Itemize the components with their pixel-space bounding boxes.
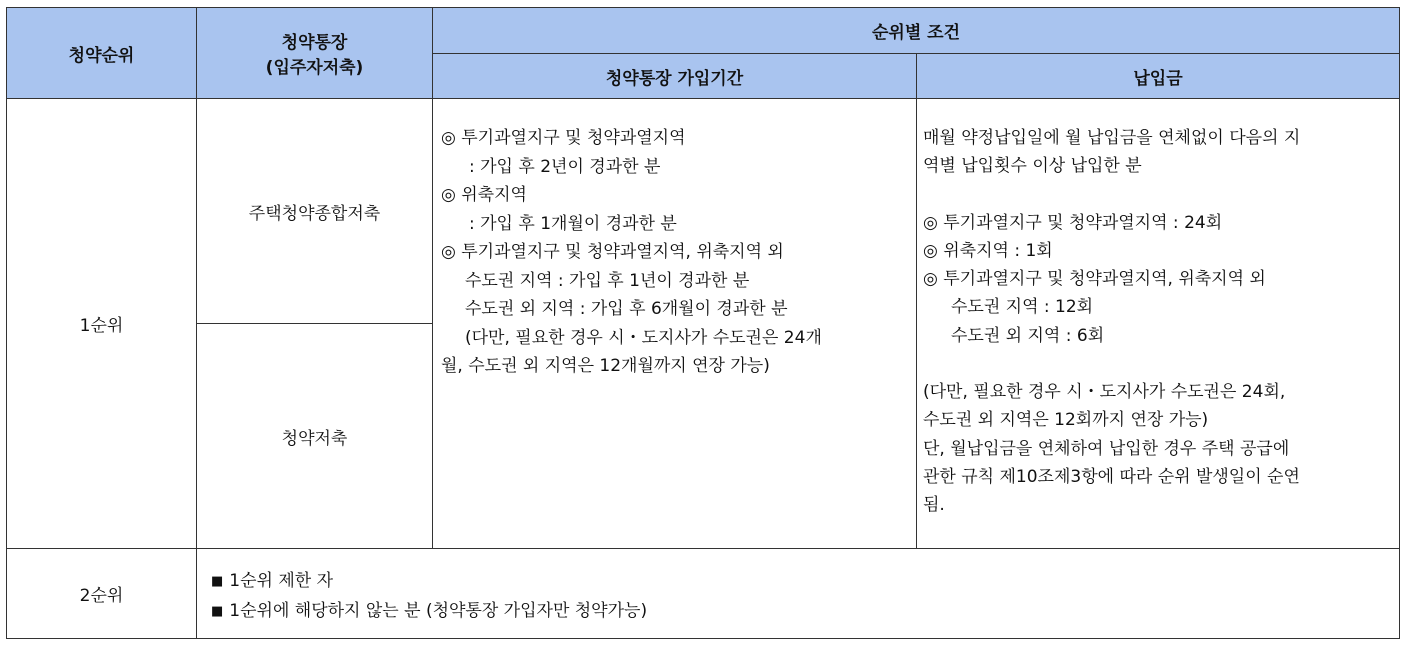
rank1-payment-cell: [917, 99, 1400, 549]
rank1-label: 1순위: [7, 99, 197, 549]
period-line: : 가입 후 1개월이 경과한 분: [469, 213, 677, 234]
rank2-item-text: 1순위 제한 자: [229, 571, 334, 591]
period-line: 수도권 지역 : 가입 후 1년이 경과한 분: [465, 270, 750, 291]
header-rank: 청약순위: [7, 8, 197, 99]
period-line: ◎ 위축지역: [441, 185, 527, 205]
rank2-label: 2순위: [7, 549, 197, 639]
rank2-item: [211, 567, 1385, 597]
period-line: : 가입 후 2년이 경과한 분: [469, 156, 661, 177]
account-type-housing: 주택청약종합저축: [197, 99, 433, 324]
rank2-cell: [197, 549, 1400, 639]
period-line: ◎ 투기과열지구 및 청약과열지역, 위축지역 외: [441, 242, 784, 262]
header-payment: 납입금: [917, 54, 1400, 99]
rank2-list: [197, 549, 1399, 627]
square-bullet-icon: ■: [211, 604, 224, 619]
header-conditions: 순위별 조건: [433, 8, 1400, 54]
account-type-subscription: 청약저축: [197, 324, 433, 549]
payment-line: (다만, 필요한 경우 시・도지사가 수도권은 24회,: [923, 382, 1286, 403]
payment-line: 됨.: [923, 495, 945, 516]
payment-line: 수도권 지역 : 12회: [951, 297, 1094, 318]
period-text: [433, 99, 916, 381]
rank2-item-text: 1순위에 해당하지 않는 분 (청약통장 가입자만 청약가능): [229, 601, 648, 621]
header-account: [197, 8, 433, 99]
subscription-rank-table: [6, 7, 1400, 639]
rank1-period-cell: [433, 99, 917, 549]
payment-line: 매월 약정납입일에 월 납입금을 연체없이 다음의 지: [923, 128, 1301, 148]
payment-line: 단, 월납입금을 연체하여 납입한 경우 주택 공급에: [923, 438, 1290, 459]
square-bullet-icon: ■: [211, 574, 224, 589]
payment-line: 관한 규칙 제10조제3항에 따라 순위 발생일이 순연: [923, 466, 1300, 487]
payment-line: 역별 납입횟수 이상 납입한 분: [923, 156, 1142, 177]
payment-line: ◎ 투기과열지구 및 청약과열지역, 위축지역 외: [923, 269, 1266, 290]
rank2-item: [211, 597, 1385, 627]
payment-text: [917, 99, 1399, 520]
period-line: (다만, 필요한 경우 시・도지사가 수도권은 24개: [465, 327, 822, 348]
payment-line: ◎ 위축지역 : 1회: [923, 240, 1053, 261]
payment-line: ◎ 투기과열지구 및 청약과열지역 : 24회: [923, 212, 1223, 233]
period-line: 월, 수도권 외 지역은 12개월까지 연장 가능): [441, 356, 770, 376]
header-account-line1: 청약통장: [281, 33, 348, 53]
header-period: 청약통장 가입기간: [433, 54, 917, 99]
header-account-line2: (입주자저축): [265, 58, 364, 78]
period-line: ◎ 투기과열지구 및 청약과열지역: [441, 128, 686, 148]
payment-line: 수도권 외 지역은 12회까지 연장 가능): [923, 410, 1209, 431]
period-line: 수도권 외 지역 : 가입 후 6개월이 경과한 분: [465, 299, 788, 319]
payment-line: 수도권 외 지역 : 6회: [951, 325, 1105, 346]
